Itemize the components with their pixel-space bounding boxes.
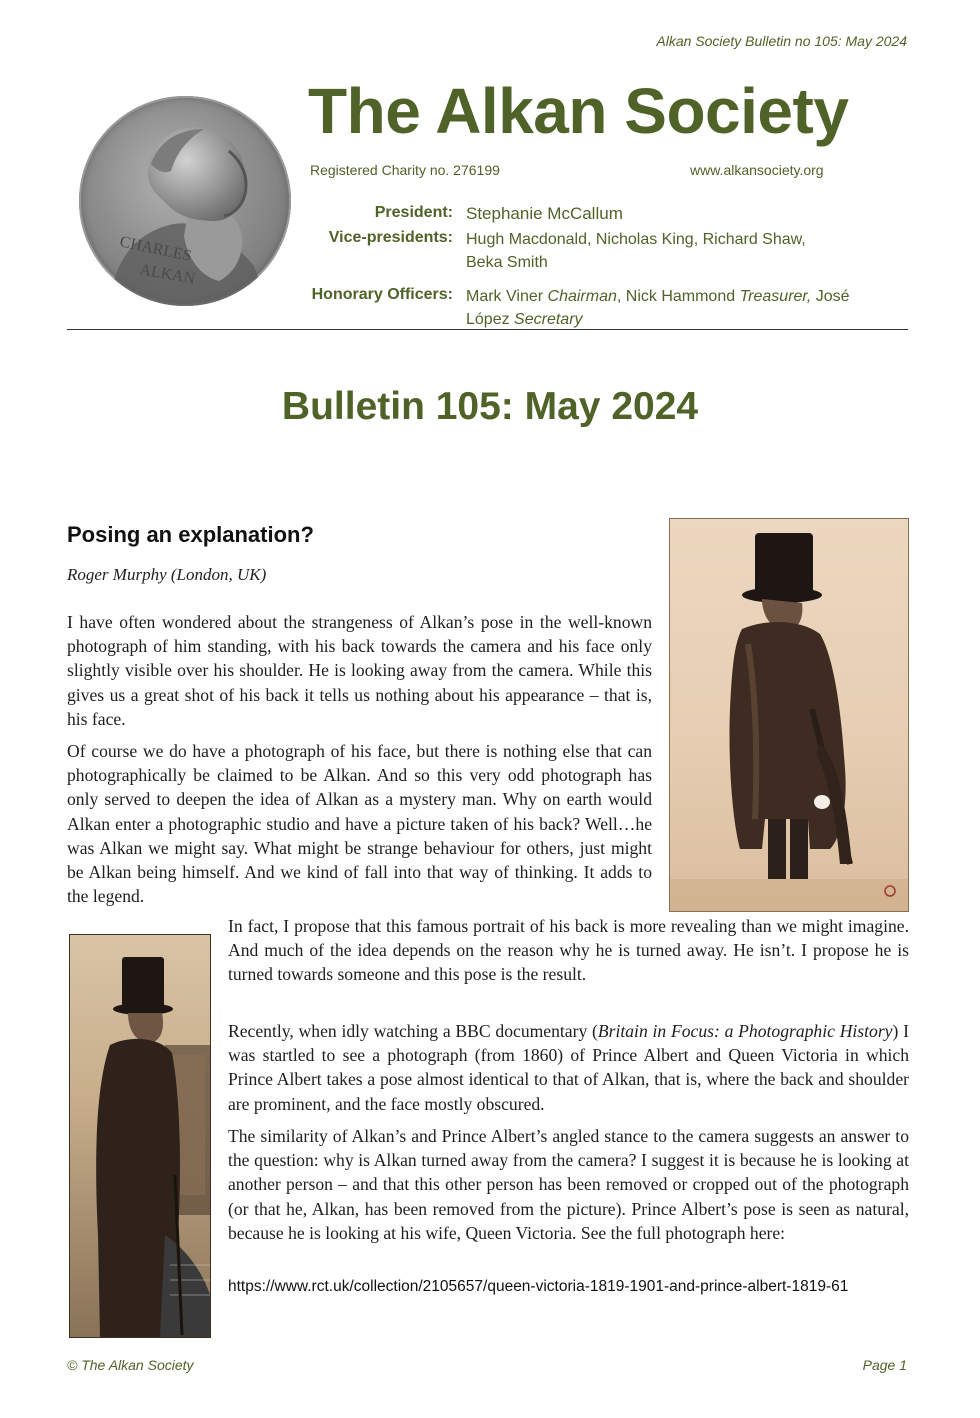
medallion-relief-portrait — [79, 96, 291, 306]
officer-name: Mark Viner — [466, 288, 548, 305]
charity-number: Registered Charity no. 276199 — [310, 162, 500, 178]
article-paragraph-2 — [67, 739, 652, 908]
article-paragraph-1 — [67, 610, 652, 731]
prince-albert-photograph — [69, 934, 211, 1338]
bulletin-title: Bulletin 105: May 2024 — [281, 385, 699, 428]
paragraph-text-part: Recently, when idly watching a BBC documentary ( — [228, 1021, 598, 1041]
alkan-medallion-image — [79, 96, 291, 306]
paragraph-text: Of course we do have a photograph of his face, but there is nothing else that can photographically be claimed to be Alkan. And so this very odd photograph has only served to deepen the idea of Alkan as a mystery man. Why on earth would Alkan enter a photographic studio and have a picture taken of his back? Well…he was Alkan we might say. What might be strange behaviour for others, just might be Alkan being himself. And we kind of fall into that way of thinking. It adds to the legend. — [67, 741, 652, 907]
medallion-inscription: CHARLES — [118, 233, 194, 266]
article-paragraph-4 — [228, 1019, 909, 1116]
officer-name: López — [466, 311, 515, 328]
alkan-figure-illustration — [670, 519, 908, 911]
paragraph-text: In fact, I propose that this famous portrait of his back is more revealing than we might imagine. And much of the idea depends on the reason why he is turned away. He isn’t. I propose he is turned towards someone and this pose is the result. — [228, 916, 909, 985]
vice-presidents-value-line1: Hugh Macdonald, Nicholas King, Richard Shaw, — [466, 231, 806, 248]
photograph-url-link[interactable]: https://www.rct.uk/collection/2105657/queen-victoria-1819-1901-and-prince-albert-1819-61 — [228, 1278, 849, 1295]
running-head: Alkan Society Bulletin no 105: May 2024 — [656, 33, 907, 49]
paragraph-text — [228, 1019, 909, 1116]
vice-presidents-value-line2: Beka Smith — [466, 254, 548, 271]
article-paragraph-5 — [228, 1124, 909, 1245]
honorary-officers-line2 — [466, 308, 583, 331]
website-link[interactable]: www.alkansociety.org — [690, 162, 824, 178]
president-label: President: — [374, 204, 453, 221]
article-byline: Roger Murphy (London, UK) — [67, 565, 267, 584]
honorary-officers-label: Honorary Officers: — [311, 286, 453, 303]
paragraph-text: The similarity of Alkan’s and Prince Albert’s angled stance to the camera suggests an answer to the question: why is Alkan turned away from the camera? I suggest it is because he is looking at another person – and that this other person has been removed or cropped out of the photograph (or that he, Alkan, has been removed from the picture). Prince Albert’s pose is seen as natural, because he is looking at his wife, Queen Victoria. See the full photograph here: — [228, 1126, 909, 1243]
footer-copyright: © The Alkan Society — [67, 1357, 194, 1373]
officer-role: Treasurer, — [739, 288, 812, 305]
president-value: Stephanie McCallum — [466, 204, 623, 223]
society-title: The Alkan Society — [308, 75, 849, 147]
officer-role: Chairman — [547, 288, 617, 305]
officer-name: , Nick Hammond — [616, 288, 740, 305]
officer-role: Secretary — [514, 311, 583, 328]
documentary-title: Britain in Focus: a Photographic History — [597, 1021, 893, 1041]
article-paragraph-3 — [228, 914, 909, 987]
officer-name: José — [811, 288, 850, 305]
paragraph-text-part: ) I was startled to see a photograph (from 1860) of Prince Albert and Queen Victoria in which Prince Albert takes a pose almost identical to that of Alkan, that is, where the back and shoulder are prominent, and the face mostly obscured. — [228, 1021, 909, 1114]
vice-presidents-label: Vice-presidents: — [328, 229, 453, 246]
article-title: Posing an explanation? — [67, 522, 314, 547]
header-divider — [67, 329, 908, 330]
medallion-inscription-2: ALKAN — [138, 261, 197, 288]
footer-page-number: Page 1 — [862, 1357, 907, 1373]
alkan-back-photograph — [669, 518, 909, 912]
paragraph-text: I have often wondered about the strangeness of Alkan’s pose in the well-known photograph of him standing, with his back towards the camera and his face only slightly visible over his shoulder. He is looking away from the camera. While this gives us a great shot of his back it tells us nothing about his appearance – that is, his face. — [67, 612, 652, 729]
honorary-officers-line1 — [466, 285, 850, 308]
prince-albert-figure-illustration — [70, 935, 210, 1337]
